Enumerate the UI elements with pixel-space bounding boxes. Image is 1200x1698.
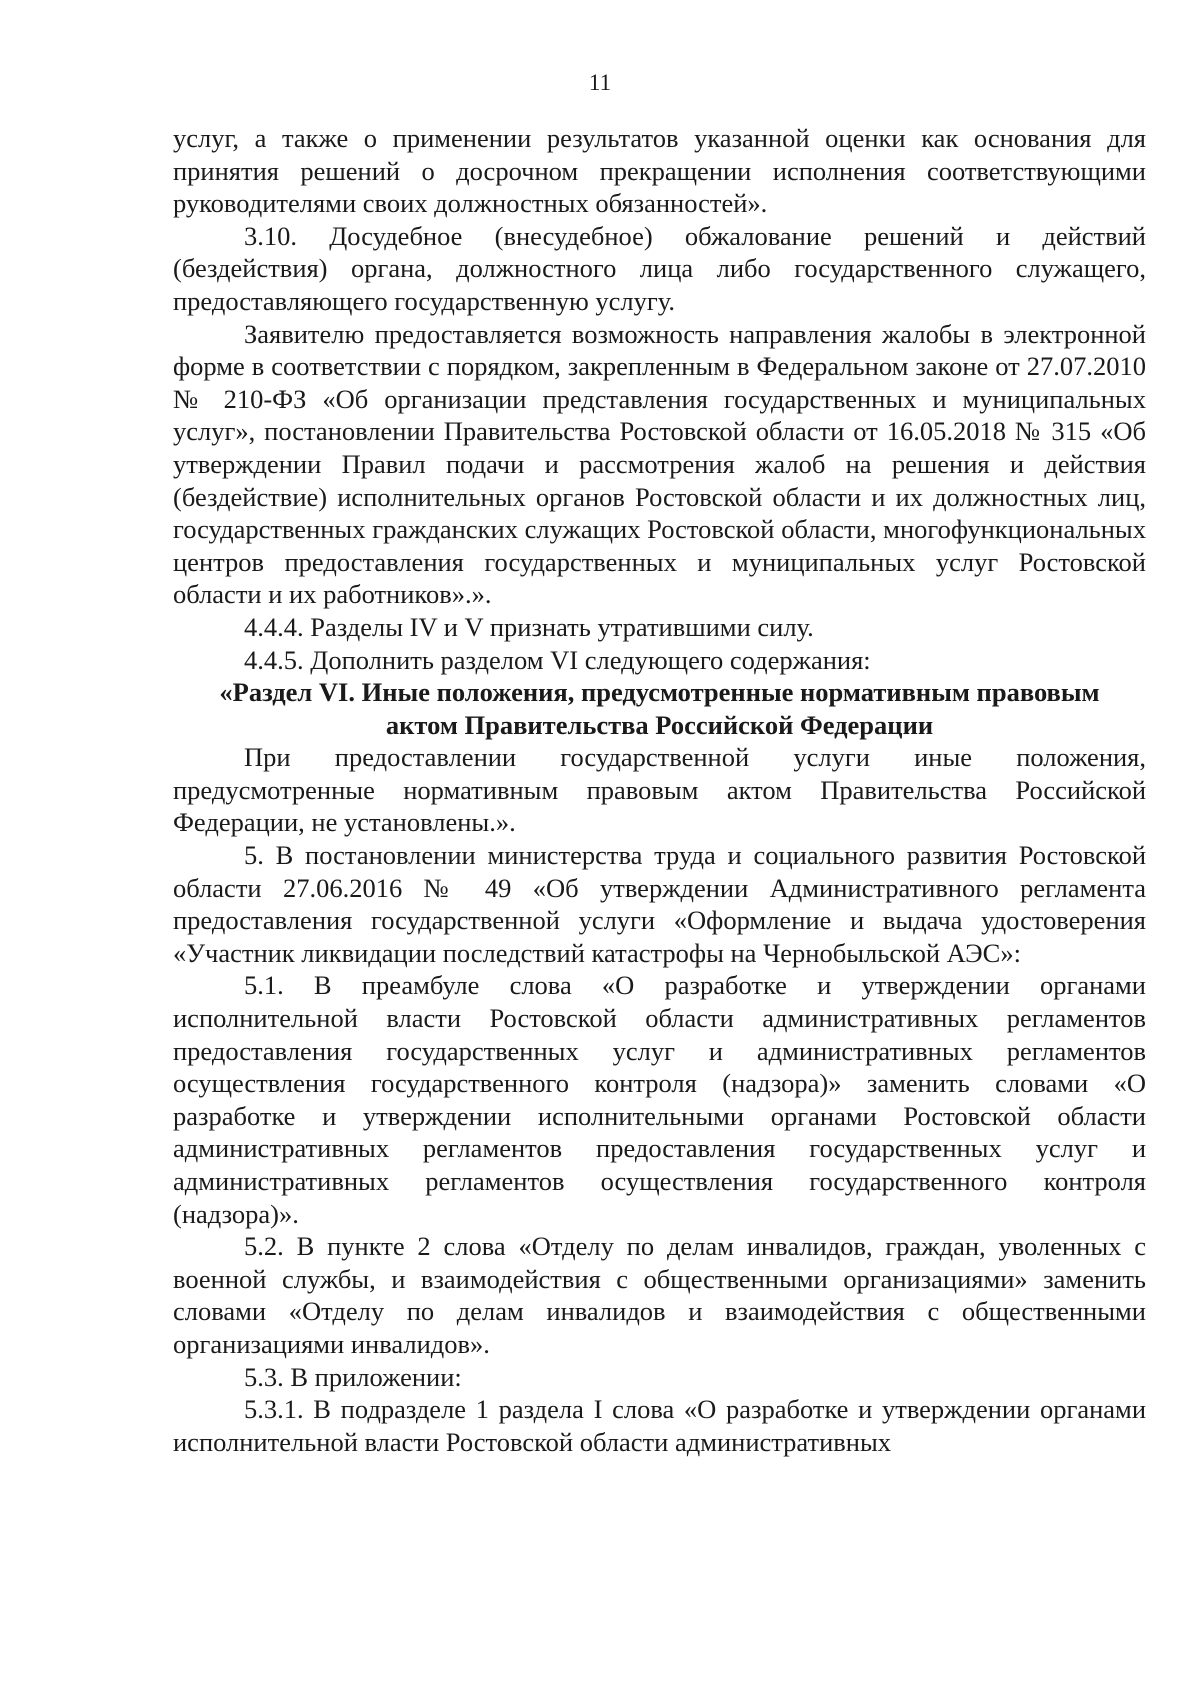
page-number: 11 bbox=[588, 70, 612, 95]
section-heading bbox=[173, 676, 1146, 741]
paragraph-3-10: 3.10. Досудебное (внесудебное) обжалование решений и действий (бездействия) органа, должностного лица либо государственного служащего, предоставляющего государственную услугу. bbox=[173, 220, 1146, 316]
section-heading-line-1: «Раздел VI. Иные положения, предусмотренные нормативным правовым bbox=[219, 677, 1100, 708]
paragraph-section-vi-body: При предоставлении государственной услуги иные положения, предусмотренные нормативным правовым актом Правительства Российской Федерации, не установлены.». bbox=[173, 742, 1146, 838]
paragraph-5-3: 5.3. В приложении: bbox=[244, 1361, 462, 1392]
section-heading-line-2: актом Правительства Российской Федерации bbox=[385, 709, 934, 740]
paragraph-continuation: услуг, а также о применении результатов указанной оценки как основания для принятия решений о досрочном прекращении исполнения соответствующими руководителями своих должностных обязанностей». bbox=[173, 123, 1146, 219]
paragraph-5-2: 5.2. В пункте 2 слова «Отделу по делам инвалидов, граждан, уволенных с военной службы, и взаимодействия с общественными организациями» заменить словами «Отделу по делам инвалидов и взаимодействия с общественными организациями инвалидов». bbox=[173, 1231, 1146, 1359]
paragraph-4-4-5: 4.4.5. Дополнить разделом VI следующего содержания: bbox=[244, 644, 871, 675]
paragraph-5-1: 5.1. В преамбуле слова «О разработке и утверждении органами исполнительной власти Ростовской области административных регламентов предоставления государственных услуг и административных регламентов осуществления государственного контроля (надзора)» заменить словами «О разработке и утверждении исполнительными органами Ростовской области административных регламентов предоставления государственных услуг и административных регламентов осуществления государственного контроля (надзора)». bbox=[173, 970, 1146, 1229]
paragraph-5: 5. В постановлении министерства труда и социального развития Ростовской области 27.06.2016 № 49 «Об утверждении Административного регламента предоставления государственной услуги «Оформление и выдача удостоверения «Участник ликвидации последствий катастрофы на Чернобыльской АЭС»: bbox=[173, 840, 1146, 968]
document-body bbox=[173, 122, 1146, 1458]
paragraph-4-4-4: 4.4.4. Разделы IV и V признать утратившими силу. bbox=[244, 611, 814, 642]
paragraph-5-3-1: 5.3.1. В подразделе 1 раздела I слова «О разработке и утверждении органами исполнительной власти Ростовской области административных bbox=[173, 1394, 1146, 1457]
paragraph-complaint: Заявителю предоставляется возможность направления жалобы в электронной форме в соответствии с порядком, закрепленным в Федеральном законе от 27.07.2010 № 210-ФЗ «Об организации представления государственных и муниципальных услуг», постановлении Правительства Ростовской области от 16.05.2018 № 315 «Об утверждении Правил подачи и рассмотрения жалоб на решения и действия (бездействие) исполнительных органов Ростовской области и их должностных лиц, государственных гражданских служащих Ростовской области, многофункциональных центров предоставления государственных и муниципальных услуг Ростовской области и их работников».». bbox=[173, 318, 1146, 610]
